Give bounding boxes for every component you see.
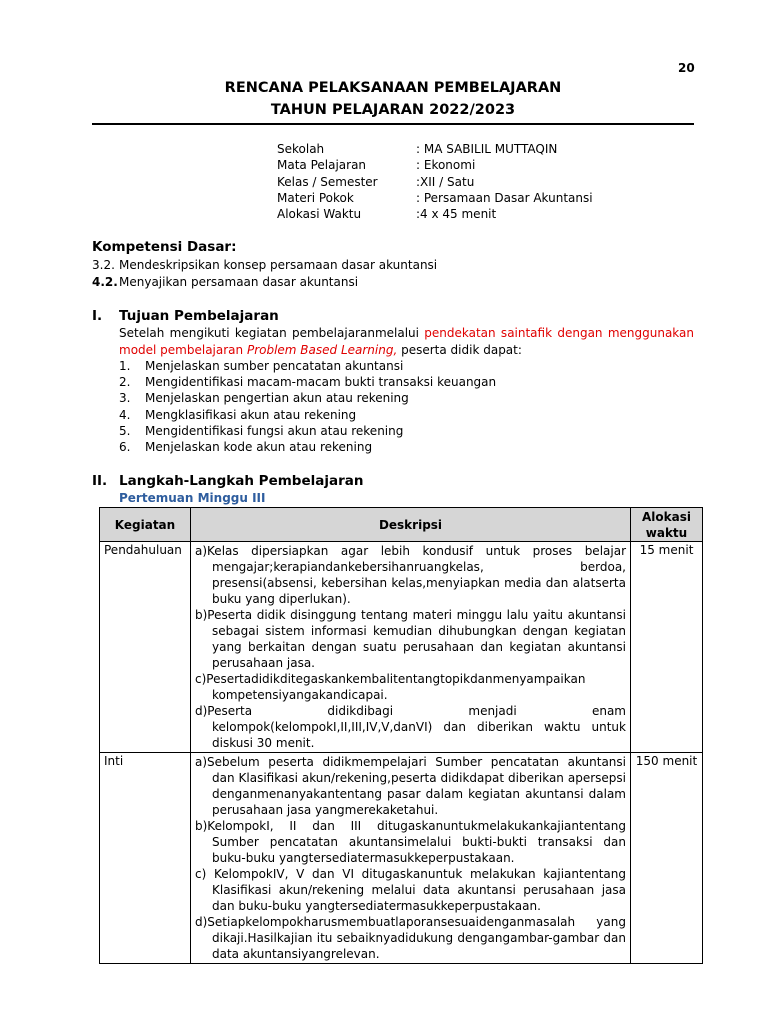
item-number: 1. (119, 359, 131, 373)
section-heading-tujuan (92, 308, 279, 324)
intro-text: Setelah mengikuti kegiatan pembelajaranmelalui (119, 326, 425, 340)
list-item (92, 258, 437, 275)
info-value: : MA SABILIL MUTTAQIN (416, 142, 558, 156)
item-text: Menjelaskan kode akun atau rekening (145, 439, 373, 454)
intro-text-end: peserta didik dapat: (397, 342, 522, 357)
list-item (119, 440, 496, 456)
document-title: RENCANA PELAKSANAAN PEMBELAJARAN (224, 80, 562, 96)
step-item: a)Kelas dipersiapkan agar lebih kondusif untuk proses belajar mengajar;kerapiandankebersihanruangkelas, berdoa, presensi(absensi, kebersihan kelas,menyiapkan media dan alatserta buku yang diperlukan). (195, 544, 626, 606)
info-row-alokasi-waktu (277, 207, 593, 223)
info-row-kelas-semester (277, 175, 593, 191)
deskripsi-cell (191, 542, 631, 753)
step-item: c) KelompokIV, V dan VI ditugaskanuntuk melakukan kajiantentang Klasifikasi akun/rekening melalui data akuntansi perusahaan jasa dan buku-buku yangtersediatermasukkeperpustakaan. (195, 867, 626, 913)
info-value: : Persamaan Dasar Akuntansi (416, 190, 593, 205)
alokasi-cell: 15 menit (631, 542, 703, 753)
section-title: Langkah-Langkah Pembelajaran (119, 473, 364, 489)
info-label: Alokasi Waktu (277, 207, 362, 222)
tujuan-list (119, 359, 496, 456)
step-item: d)Setiapkelompokharusmembuatlaporansesuaidenganmasalah yang dikaji.Hasilkajian itu sebaiknyadidukung dengangambar-gambar dan data akuntansiyangrelevan. (195, 915, 626, 961)
section-title: Tujuan Pembelajaran (119, 308, 279, 324)
item-text: Menyajikan persamaan dasar akuntansi (119, 274, 359, 289)
list-item (92, 275, 437, 292)
info-value: : Ekonomi (416, 158, 476, 173)
item-number: 5. (119, 423, 131, 438)
item-number: 3. (119, 391, 131, 406)
info-label: Mata Pelajaran (277, 158, 367, 173)
column-header-deskripsi: Deskripsi (191, 508, 631, 542)
table-header-row (100, 508, 703, 542)
list-item (119, 424, 496, 440)
table-row (100, 542, 703, 753)
item-number: 2. (119, 375, 131, 390)
kegiatan-cell: Inti (100, 753, 191, 964)
kegiatan-cell: Pendahuluan (100, 542, 191, 753)
item-number: 3.2. (92, 258, 115, 272)
kompetensi-list (92, 258, 437, 291)
info-value: :XII / Satu (416, 174, 475, 189)
intro-model-name: Problem Based Learning, (246, 342, 398, 357)
title-divider (92, 123, 694, 125)
info-row-mata-pelajaran (277, 158, 593, 174)
list-item (119, 375, 496, 391)
document-subtitle: TAHUN PELAJARAN 2022/2023 (270, 102, 516, 118)
alokasi-cell: 150 menit (631, 753, 703, 964)
step-item: c)Pesertadidikditegaskankembalitentangtopikdanmenyampaikan kompetensiyangakandicapai. (195, 672, 586, 702)
info-label: Sekolah (277, 142, 325, 156)
column-header-alokasi: Alokasi waktu (631, 508, 703, 542)
page-number: 20 (678, 61, 695, 75)
learning-steps-table (99, 507, 703, 964)
item-number: 4. (119, 407, 131, 422)
item-text: Menjelaskan pengertian akun atau rekening (145, 391, 409, 406)
intro-highlight: pendekatan saintafik dengan menggunakan model pembelajaran (119, 326, 694, 357)
item-text: Menjelaskan sumber pencatatan akuntansi (145, 359, 404, 373)
column-header-kegiatan: Kegiatan (100, 508, 191, 542)
section-number: II. (92, 473, 108, 489)
item-text: Mengidentifikasi macam-macam bukti transaksi keuangan (145, 375, 497, 390)
item-number: 6. (119, 439, 131, 454)
meeting-label: Pertemuan Minggu III (119, 491, 266, 505)
section-heading-langkah (92, 473, 363, 489)
identity-block (277, 142, 593, 223)
info-row-materi-pokok (277, 191, 593, 207)
info-row-sekolah (277, 142, 593, 158)
list-item (119, 359, 496, 375)
step-item: d)Peserta didikdibagi menjadi enam kelompok(kelompokI,II,III,IV,V,danVI) dan diberikan waktu untuk diskusi 30 menit. (195, 704, 626, 750)
table-row (100, 753, 703, 964)
item-text: Mengidentifikasi fungsi akun atau rekening (145, 423, 404, 438)
info-value: :4 x 45 menit (416, 207, 497, 222)
step-item: b)KelompokI, II dan III ditugaskanuntukmelakukankajiantentang Sumber pencatatan akuntansimelalui bukti-bukti transaksi dan buku-buku yangtersediatermasukkeperpustakaan. (195, 819, 626, 865)
item-text: Mendeskripsikan konsep persamaan dasar akuntansi (119, 258, 438, 272)
info-label: Kelas / Semester (277, 174, 378, 189)
item-text: Mengklasifikasi akun atau rekening (145, 407, 357, 422)
list-item (119, 408, 496, 424)
section-number: I. (92, 308, 103, 324)
step-item: a)Sebelum peserta didikmempelajari Sumber pencatatan akuntansi dan Klasifikasi akun/rekening,peserta didikdapat diberikan apersepsi denganmenanyakantentang pasar dalam kegiatan akuntansi dalam perusahaan jasa yangmerekaketahui. (195, 755, 626, 817)
deskripsi-cell (191, 753, 631, 964)
item-number: 4.2. (92, 274, 118, 289)
tujuan-intro (119, 325, 694, 358)
list-item (119, 391, 496, 407)
step-item: b)Peserta didik disinggung tentang materi minggu lalu yaitu akuntansi sebagai sistem informasi kemudian dihubungkan dengan kegiatan yang berkaitan dengan suatu perusahaan dan kegiatan akuntansi perusahaan jasa. (195, 608, 626, 670)
info-label: Materi Pokok (277, 190, 354, 205)
kompetensi-heading: Kompetensi Dasar: (92, 239, 237, 255)
